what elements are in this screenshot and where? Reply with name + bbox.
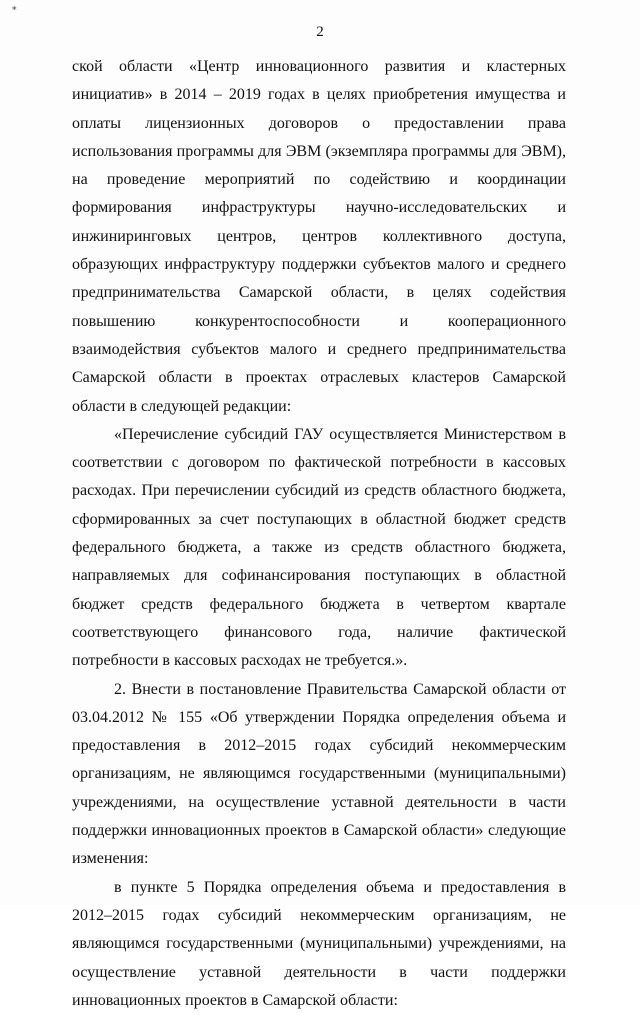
document-body: [72, 53, 566, 1015]
paragraph-quoted-edition: «Перечисление субсидий ГАУ осуществляется Министерством в соответствии с договором по фактической потребности в кассовых расходах. При перечислении субсидий из средств областного бюджета, сформированных за счет поступающих в областной бюджет средств федерального бюджета, а также из средств областного бюджета, направляемых для софинансирования поступающих в областной бюджет средств федерального бюджета в четвертом квартале соответствующего финансового года, наличие фактической потребности в кассовых расходах не требуется.».: [72, 425, 566, 670]
corner-mark: *: [12, 6, 17, 16]
page-number: 2: [316, 24, 324, 40]
paragraph-item-2: 2. Внести в постановление Правительства Самарской области от 03.04.2012 № 155 «Об утверждении Порядка определения объема и предоставления в 2012–2015 годах субсидий некоммерческим организациям, не являющимся государственными (муниципальными) учреждениями, на осуществление уставной деятельности в части поддержки инновационных проектов в Самарской области» следующие изменения:: [72, 680, 566, 868]
paragraph-point-5: в пункте 5 Порядка определения объема и предоставления в 2012–2015 годах субсидий некоммерческим организациям, не являющимся государственными (муниципальными) учреждениями, на осуществление уставной деятельности в части поддержки инновационных проектов в Самарской области:: [72, 878, 566, 1009]
paragraph-continuation: ской области «Центр инновационного развития и кластерных инициатив» в 2014 – 2019 годах в целях приобретения имущества и оплаты лицензионных договоров о предоставлении права использования программы для ЭВМ (экземпляра программы для ЭВМ), на проведение мероприятий по содействию и координации формирования инфраструктуры научно-исследовательских и инжиниринговых центров, центров коллективного доступа, образующих инфраструктуру поддержки субъектов малого и среднего предпринимательства Самарской области, в целях содействия повышению конкурентоспособности и кооперационного взаимодействия субъектов малого и среднего предпринимательства Самарской области в проектах отраслевых кластеров Самарской области в следующей редакции:: [72, 58, 566, 415]
